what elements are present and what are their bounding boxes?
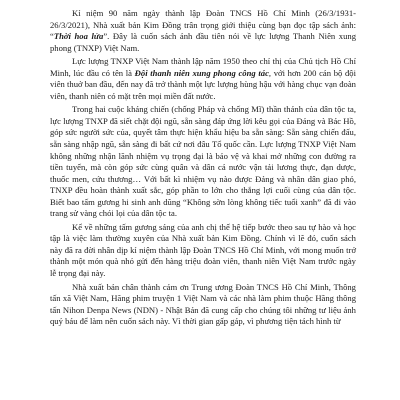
paragraph-purpose (50, 222, 356, 280)
body-text: ”. Đây là cuốn sách ảnh đầu tiên nói về lực lượng Thanh Niên xung phong (TNXP) Việt Nam. (50, 31, 357, 53)
body-text: Kỉ niệm 90 năm ngày thành lập Đoàn TNCS Hồ Chí Minh (26/3/1931-26/3/2021), Nhà xuất bản Kim Đồng trân trọng giới thiệu cùng bạn đọc tập sách ảnh: “ (50, 8, 356, 42)
body-text: , với hơn 200 cán bộ đội viên thuở ban đầu, đến nay đã trở thành một lực lượng hùng hậu với hàng chục vạn đoàn viên, thanh niên có mặt trên mọi miền đất nước. (50, 67, 357, 101)
paragraph-thanks (50, 282, 356, 328)
body-text: Nhà xuất bản chân thành cảm ơn Trung ương Đoàn TNCS Hồ Chí Minh, Thông tấn xã Việt Nam, Hãng phim truyện 1 Việt Nam và các nhà làm phim thuộc Hãng thông tấn Nihon Denpa News (NDN) - Nhật Bản đã cung cấp cho chúng tôi những tư liệu ảnh quý báu để làm nên cuốn sách này. Vì thời gian gấp gáp, vì phương tiện tách hình từ (50, 281, 356, 327)
emphasis-text: Đội thanh niên xung phong công tác (134, 67, 269, 78)
paragraph-intro (50, 8, 356, 54)
body-text: Kể về những tấm gương sáng của anh chị thế hệ tiếp bước theo sau tự hào và học tập là việc làm thường xuyên của Nhà xuất bản Kim Đồng. Chính vì lẽ đó, cuốn sách này đã ra đời nhân dịp kỉ niệm thành lập Đoàn TNCS Hồ Chí Minh, với mong muốn trở thành một món quà nhỏ gửi đến hàng triệu đoàn viên, thanh niên Việt Nam trước ngày lễ trọng đại này. (50, 221, 356, 279)
paragraph-history (50, 56, 356, 102)
body-text: Lực lượng TNXP Việt Nam thành lập năm 1950 theo chỉ thị của Chủ tịch Hồ Chí Minh, lúc đầu có tên là (50, 56, 356, 78)
body-text: Trong hai cuộc kháng chiến (chống Pháp và chống Mĩ) thần thánh của dân tộc ta, lực lượng TNXP đã siết chặt đội ngũ, sẵn sàng đáp ứng lời kêu gọi của Đảng và Bác Hồ, góp sức người sức của, quyết tâm thực hiện khẩu hiệu ba sẵn sàng: Sẵn sàng chiến đấu, sẵn sàng nhập ngũ, sẵn sàng đi bất cứ nơi đâu Tổ quốc cần. Lực lượng TNXP Việt Nam không những nhận lãnh nhiệm vụ trọng đại là bảo vệ và khai mở những con đường ra tiền tuyến, mà còn góp sức cùng quân và dân cả nước vận tải lương thực, đạn dược, thuốc men, cứu thương… Với bất kì nhiệm vụ nào được Đảng và nhân dân giao phó, TNXP đều hoàn thành xuất sắc, góp phần to lớn cho thắng lợi cuối cùng của dân tộc. Biết bao tấm gương hi sinh anh dũng “Không sờn lòng không tiếc tuổi xanh” đã đi vào trang sử vàng chói lọi của dân tộc ta. (50, 104, 356, 219)
emphasis-text: Thời hoa lửa (53, 31, 104, 42)
paragraph-wartime (50, 104, 356, 219)
